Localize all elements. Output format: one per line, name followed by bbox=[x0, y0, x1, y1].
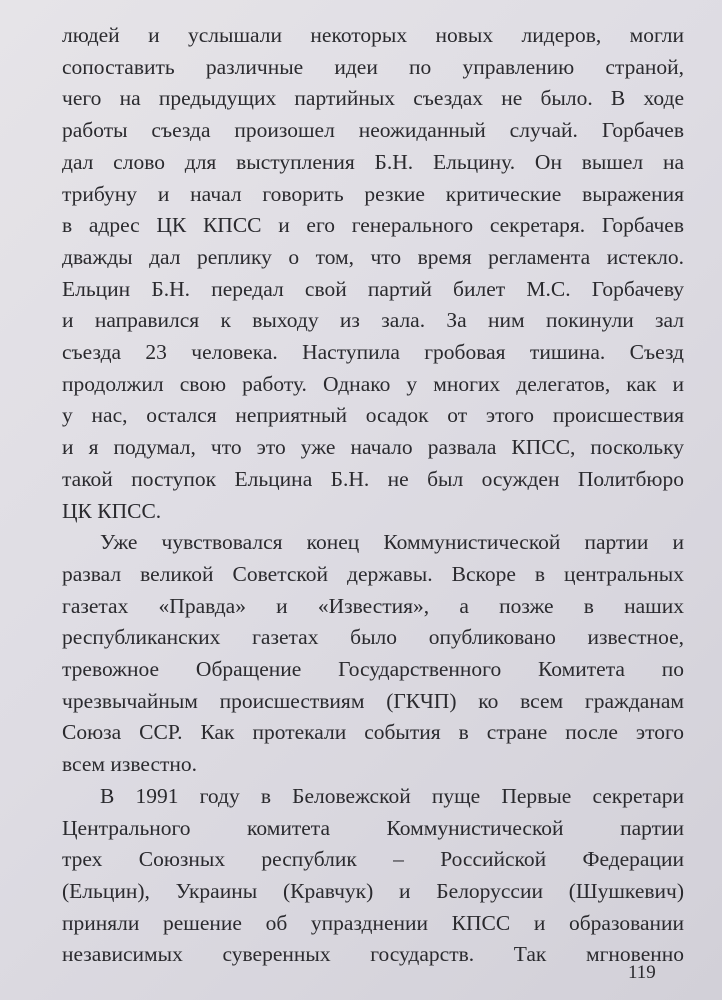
text-line: тревожное Обращение Государственного Комитета по bbox=[62, 657, 684, 682]
text-line: чего на предыдущих партийных съездах не было. В ходе bbox=[62, 86, 684, 111]
text-line: чрезвычайным происшествиям (ГКЧП) ко всем гражданам bbox=[62, 688, 684, 713]
text-line: такой поступок Ельцина Б.Н. не был осужден Политбюро bbox=[62, 466, 684, 491]
text-line: Уже чувствовался конец Коммунистической партии и bbox=[100, 530, 684, 555]
text-line: приняли решение об упразднении КПСС и образовании bbox=[62, 910, 684, 935]
text-line: Союза ССР. Как протекали события в стране после этого bbox=[62, 720, 684, 745]
page-body-text bbox=[62, 20, 684, 971]
text-line: людей и услышали некоторых новых лидеров, могли bbox=[62, 23, 684, 47]
text-line: трех Союзных республик – Российской Федерации bbox=[62, 847, 684, 872]
paragraph-1 bbox=[62, 20, 684, 527]
text-line: независимых суверенных государств. Так мгновенно bbox=[62, 942, 684, 967]
text-line: работы съезда произошел неожиданный случай. Горбачев bbox=[62, 118, 684, 143]
text-line: дал слово для выступления Б.Н. Ельцину. Он вышел на bbox=[62, 149, 684, 174]
text-line: продолжил свою работу. Однако у многих делегатов, как и bbox=[62, 371, 684, 396]
text-line: и направился к выходу из зала. За ним покинули зал bbox=[62, 308, 684, 333]
text-line: всем известно. bbox=[62, 752, 198, 777]
text-line: и я подумал, что это уже начало развала КПСС, поскольку bbox=[62, 435, 684, 460]
paragraph-3 bbox=[62, 781, 684, 971]
paragraph-2 bbox=[62, 527, 684, 781]
page-number: 119 bbox=[628, 962, 656, 983]
text-line: (Ельцин), Украины (Кравчук) и Белоруссии (Шушкевич) bbox=[62, 878, 684, 903]
text-line: у нас, остался неприятный осадок от этого происшествия bbox=[62, 403, 684, 428]
text-line: В 1991 году в Беловежской пуще Первые секретари bbox=[100, 783, 684, 808]
text-line: ЦК КПСС. bbox=[62, 498, 162, 523]
text-line: Центрального комитета Коммунистической партии bbox=[62, 815, 684, 840]
text-line: в адрес ЦК КПСС и его генерального секретаря. Горбачев bbox=[62, 213, 684, 238]
text-line: съезда 23 человека. Наступила гробовая тишина. Съезд bbox=[62, 340, 684, 365]
text-line: развал великой Советской державы. Вскоре в центральных bbox=[62, 561, 684, 586]
text-line: республиканских газетах было опубликовано известное, bbox=[62, 625, 684, 650]
text-line: трибуну и начал говорить резкие критические выражения bbox=[62, 181, 684, 206]
text-line: сопоставить различные идеи по управлению страной, bbox=[62, 54, 684, 79]
text-line: газетах «Правда» и «Известия», а позже в наших bbox=[62, 593, 684, 618]
text-line: дважды дал реплику о том, что время регламента истекло. bbox=[62, 244, 684, 269]
text-line: Ельцин Б.Н. передал свой партий билет М.С. Горбачеву bbox=[62, 276, 684, 301]
